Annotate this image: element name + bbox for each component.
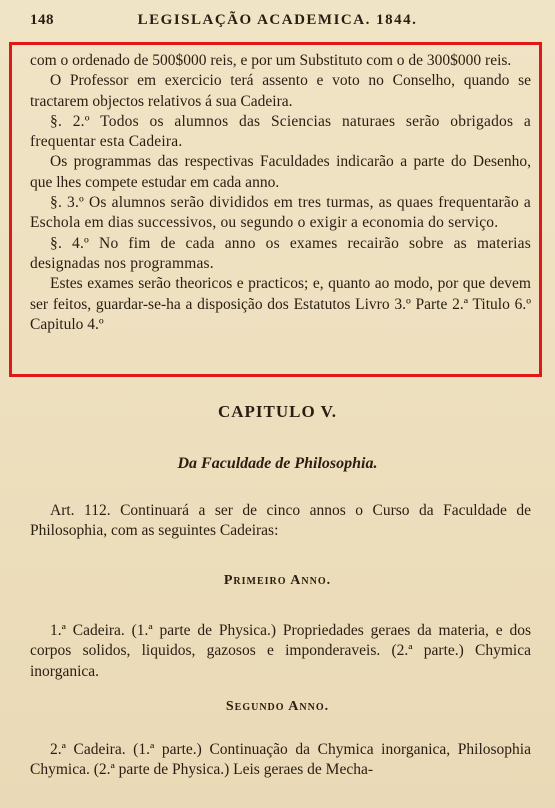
section-paragraph: §. 4.º No fim de cada anno os exames recairão sobre as materias designadas nos programmas.: [30, 234, 531, 272]
article-block: [30, 501, 531, 542]
section-paragraph: §. 2.º Todos os alumnos das Sciencias naturaes serão obrigados a frequentar esta Cadeira.: [30, 112, 531, 151]
second-year-paragraph: 2.ª Cadeira. (1.ª parte.) Continuação da Chymica inorganica, Philosophia Chymica. (2.ª parte de Physica.) Leis geraes de Mecha-: [30, 741, 531, 779]
paragraph: com o ordenado de 500$000 reis, e por um Substituto com o de 300$000 reis.: [30, 52, 512, 69]
article-paragraph: Art. 112. Continuará a ser de cinco annos o Curso da Faculdade de Philosophia, com as seguintes Cadeiras:: [30, 502, 531, 540]
first-year-heading: Primeiro Anno.: [223, 573, 332, 588]
first-year-paragraph: 1.ª Cadeira. (1.ª parte de Physica.) Propriedades geraes da materia, e dos corpos solidos, liquidos, gazosos e imponderaveis. (2.ª parte.) Chymica inorganica.: [30, 622, 531, 680]
running-title: LEGISLAÇÃO ACADEMICA. 1844.: [137, 12, 418, 28]
highlighted-text-block: [30, 51, 531, 335]
paragraph: O Professor em exercicio terá assento e voto no Conselho, quando se tractarem objectos relativos á sua Cadeira.: [30, 72, 531, 110]
section-paragraph: §. 3.º Os alumnos serão divididos em tres turmas, as quaes frequentarão a Eschola em dias successivos, ou segundo o exigir a economia do serviço.: [30, 194, 531, 232]
second-year-heading: Segundo Anno.: [225, 699, 330, 714]
first-year-block: [30, 621, 531, 682]
page-number: 148: [30, 12, 54, 28]
page-header: [30, 12, 525, 34]
paragraph: Estes exames serão theoricos e practicos; e, quanto ao modo, por que devem ser feitos, guardar-se-ha a disposição dos Estatutos Livro 3.º Parte 2.ª Titulo 6.º Capitulo 4.º: [30, 275, 531, 333]
chapter-title: CAPITULO V.: [217, 402, 337, 421]
paragraph: Os programmas das respectivas Faculdades indicarão a parte do Desenho, que lhes compete estudar em cada anno.: [30, 153, 531, 191]
second-year-block: [30, 740, 531, 781]
faculty-title: Da Faculdade de Philosophia.: [177, 455, 378, 472]
